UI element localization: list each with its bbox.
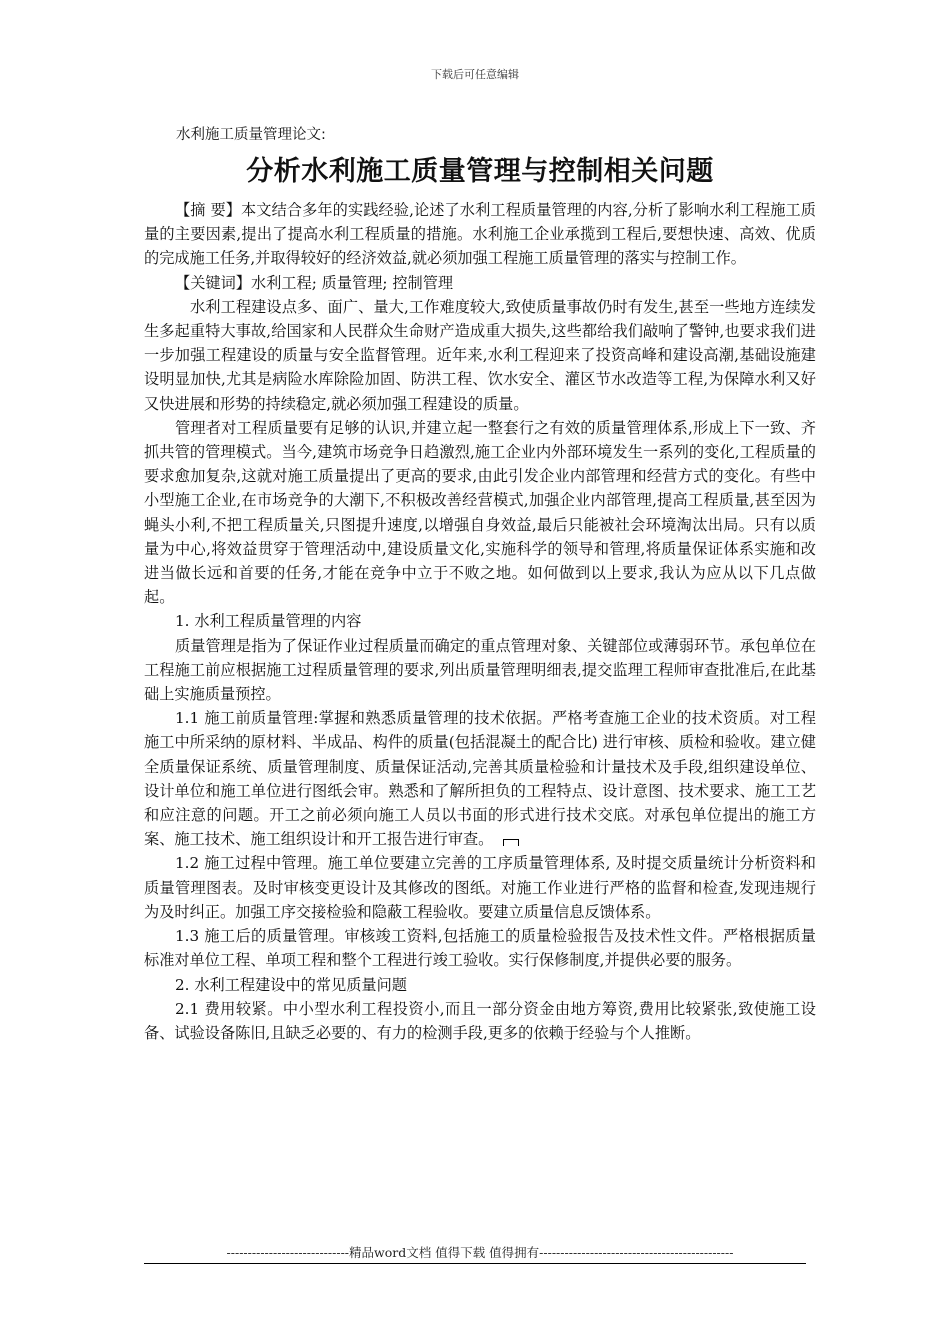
footer-text: -----------------------------精品word文档 值得下载 值得拥有---------------------------------------------- (226, 1245, 734, 1260)
section-1-paragraph: 质量管理是指为了保证作业过程质量而确定的重点管理对象、关键部位或薄弱环节。承包单位在工程施工前应根据施工过程质量管理的要求,列出质量管理明细表,提交监理工程师审查批准后,在此基础上实施质量预控。 (144, 636, 816, 704)
abstract-paragraph: 【摘 要】本文结合多年的实践经验,论述了水利工程质量管理的内容,分析了影响水利工程施工质量的主要因素,提出了提高水利工程质量的措施。水利施工企业承揽到工程后,要想快速、高效、优质的完成施工任务,并取得较好的经济效益,就必须加强工程施工质量管理的落实与控制工作。 (144, 201, 816, 268)
section-1-1-paragraph (144, 706, 816, 851)
document-body (144, 122, 816, 1045)
footer-divider (144, 1263, 806, 1264)
header-note: 下载后可任意编辑 (431, 68, 519, 81)
edit-mark-icon (503, 839, 519, 846)
section-1-3-paragraph: 1.3 施工后的质量管理。审核竣工资料,包括施工的质量检验报告及技术性文件。严格根据质量标准对单位工程、单项工程和整个工程进行竣工验收。实行保修制度,并提供必要的服务。 (144, 927, 816, 970)
section-1-2-paragraph: 1.2 施工过程中管理。施工单位要建立完善的工序质量管理体系, 及时提交质量统计分析资料和质量管理图表。及时审核变更设计及其修改的图纸。对施工作业进行严格的监督和检查,发现违规行为及时纠正。加强工序交接检验和隐蔽工程验收。要建立质量信息反馈体系。 (144, 854, 816, 921)
management-paragraph: 管理者对工程质量要有足够的认识,并建立起一整套行之有效的质量管理体系,形成上下一致、齐抓共管的管理模式。当今,建筑市场竞争日趋激烈,施工企业内外部环境发生一系列的变化,工程质量的要求愈加复杂,这就对施工质量提出了更高的要求,由此引发企业内部管理和经营方式的变化。有些中小型施工企业,在市场竞争的大潮下,不积极改善经营模式,加强企业内部管理,提高工程质量,甚至因为蝇头小利,不把工程质量关,只图提升速度,以增强自身效益,最后只能被社会环境淘汰出局。只有以质量为中心,将效益贯穿于管理活动中,建设质量文化,实施科学的领导和管理,将质量保证体系实施和改进当做长远和首要的任务,才能在竞争中立于不败之地。如何做到以上要求,我认为应从以下几点做起。 (144, 418, 816, 607)
page-title: 分析水利施工质量管理与控制相关问题 (246, 156, 714, 187)
keywords-paragraph: 【关键词】水利工程; 质量管理; 控制管理 (175, 273, 454, 292)
section-2-1-paragraph: 2.1 费用较紧。中小型水利工程投资小,而且一部分资金由地方筹资,费用比较紧张,致使施工设备、试验设备陈旧,且缺乏必要的、有力的检测手段,更多的依赖于经验与个人推断。 (144, 999, 816, 1042)
intro-paragraph: 水利工程建设点多、面广、量大,工作难度较大,致使质量事故仍时有发生,甚至一些地方连续发生多起重特大事故,给国家和人民群众生命财产造成重大损失,这些都给我们敲响了警钟,也要求我们进一步加强工程建设的质量与安全监督管理。近年来,水利工程迎来了投资高峰和建设高潮,基础设施建设明显加快,尤其是病险水库除险加固、防洪工程、饮水安全、灌区节水改造等工程,为保障水利又好又快进展和形势的持续稳定,就必须加强工程建设的质量。 (144, 297, 816, 413)
subtitle: 水利施工质量管理论文: (176, 127, 326, 143)
section-heading-2: 2. 水利工程建设中的常见质量问题 (175, 975, 407, 994)
section-heading-1: 1. 水利工程质量管理的内容 (175, 612, 362, 631)
section-1-1-text: 1.1 施工前质量管理:掌握和熟悉质量管理的技术依据。严格考查施工企业的技术资质。对工程施工中所采纳的原材料、半成品、构件的质量(包括混凝土的配合比) 进行审核、质检和验收。建立健全质量保证系统、质量管理制度、质量保证活动,完善其质量检验和计量技术及手段,组织建设单位、设计单位和施工单位进行图纸会审。熟悉和了解所担负的工程特点、设计意图、技术要求、施工工艺和应注意的问题。开工之前必须向施工人员以书面的形式进行技术交底。对承包单位提出的施工方案、施工技术、施工组织设计和开工报告进行审查。 (144, 709, 816, 849)
